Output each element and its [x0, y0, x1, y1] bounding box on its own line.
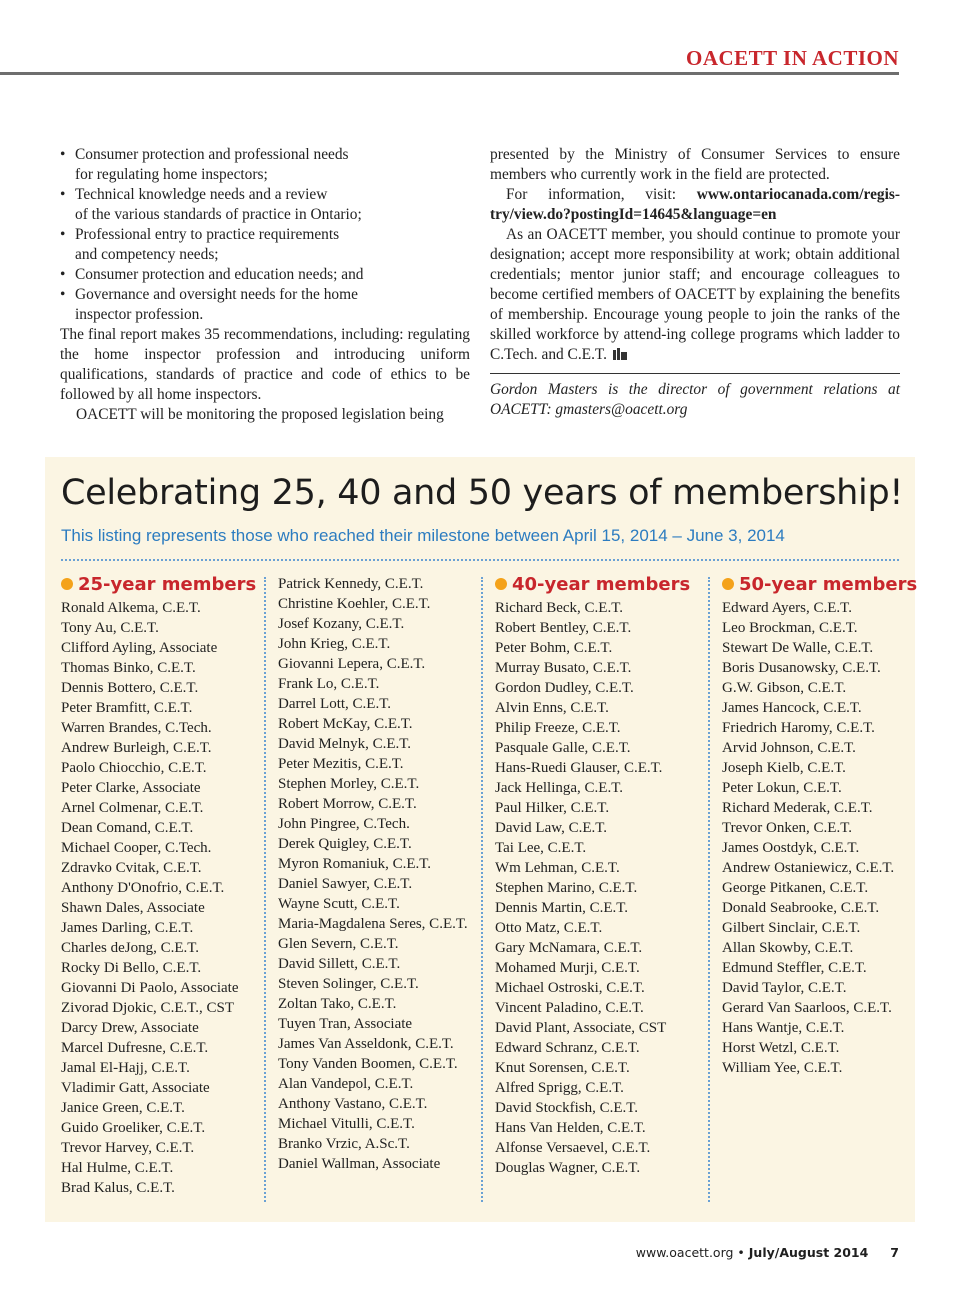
panel-title: Celebrating 25, 40 and 50 years of membership! — [61, 473, 904, 513]
member-name: Peter Mezitis, C.E.T. — [278, 756, 404, 772]
recommendation-line: of the various standards of practice in Ontario; — [75, 206, 362, 223]
bullet-dot-icon — [495, 578, 507, 590]
member-name: Michael Vitulli, C.E.T. — [278, 1116, 415, 1132]
member-name: David Plant, Associate, CST — [495, 1020, 667, 1036]
member-name: Stewart De Walle, C.E.T. — [722, 640, 874, 656]
member-name: Alfred Sprigg, C.E.T. — [495, 1080, 624, 1096]
member-name: Frank Lo, C.E.T. — [278, 676, 380, 692]
member-name: Marcel Dufresne, C.E.T. — [61, 1040, 209, 1056]
member-name: Murray Busato, C.E.T. — [495, 660, 632, 676]
member-name: Steven Solinger, C.E.T. — [278, 976, 419, 992]
member-name: James Van Asseldonk, C.E.T. — [278, 1036, 454, 1052]
member-name: Hans Van Helden, C.E.T. — [495, 1120, 646, 1136]
member-name: Andrew Burleigh, C.E.T. — [61, 740, 212, 756]
member-name: Richard Mederak, C.E.T. — [722, 800, 873, 816]
dotted-divider — [61, 559, 899, 561]
closing-text: As an OACETT member, you should continue to promote your designation; accept more responsibility at work; obtain additional credentials; mentor junior staff; and encourage colleagues to become certified members of OACETT by explaining the benefits of membership. Encourage young people to join the ranks of the skilled workforce by attend-ing college programs which ladder to C.Tech. and C.E.T. — [490, 226, 900, 363]
member-name: Tony Vanden Boomen, C.E.T. — [278, 1056, 458, 1072]
bullet-dot-icon — [61, 578, 73, 590]
column-divider — [708, 577, 710, 1202]
member-name: Arnel Colmenar, C.E.T. — [61, 800, 204, 816]
member-name: Otto Matz, C.E.T. — [495, 920, 603, 936]
section-title: OACETT IN ACTION — [686, 46, 899, 70]
member-name: Hans Wantje, C.E.T. — [722, 1020, 845, 1036]
bio-divider — [490, 373, 900, 374]
member-name: Gordon Dudley, C.E.T. — [495, 680, 634, 696]
member-name: Tai Lee, C.E.T. — [495, 840, 587, 856]
member-name: Mohamed Murji, C.E.T. — [495, 960, 640, 976]
heading-label: 40-year members — [512, 574, 691, 595]
recommendation-line: for regulating home inspectors; — [75, 166, 268, 183]
member-name: Gary McNamara, C.E.T. — [495, 940, 643, 956]
member-name: Wm Lehman, C.E.T. — [495, 860, 620, 876]
page-footer — [636, 1245, 899, 1260]
member-name: Knut Sorensen, C.E.T. — [495, 1060, 630, 1076]
info-lead: For information, visit: — [506, 186, 697, 203]
heading-label: 25-year members — [78, 574, 257, 595]
members-25-column — [61, 574, 261, 1198]
recommendation-list — [60, 145, 470, 325]
member-name: Guido Groeliker, C.E.T. — [61, 1120, 206, 1136]
member-name: David Sillett, C.E.T. — [278, 956, 401, 972]
member-name: Joseph Kielb, C.E.T. — [722, 760, 846, 776]
member-name: John Krieg, C.E.T. — [278, 636, 391, 652]
member-name: John Pingree, C.Tech. — [278, 816, 410, 832]
member-name: Clifford Ayling, Associate — [61, 640, 218, 656]
members-25-list — [61, 598, 261, 1198]
member-name: Philip Freeze, C.E.T. — [495, 720, 621, 736]
member-name: Darcy Drew, Associate — [61, 1020, 199, 1036]
panel-subtitle: This listing represents those who reached their milestone between April 15, 2014 – June 3, 2014 — [61, 526, 785, 545]
recommendation-item — [60, 145, 470, 185]
member-name: Alfonse Versaevel, C.E.T. — [495, 1140, 651, 1156]
member-name: Giovanni Di Paolo, Associate — [61, 980, 239, 996]
member-name: Douglas Wagner, C.E.T. — [495, 1160, 641, 1176]
member-name: Christine Koehler, C.E.T. — [278, 596, 431, 612]
member-name: Allan Skowby, C.E.T. — [722, 940, 854, 956]
member-name: James Hancock, C.E.T. — [722, 700, 862, 716]
member-name: Anthony D'Onofrio, C.E.T. — [61, 880, 225, 896]
article-paragraph: presented by the Ministry of Consumer Services to ensure members who currently work in the field are protected. — [490, 146, 900, 183]
page-number: 7 — [890, 1245, 899, 1260]
footer-issue: July/August 2014 — [748, 1245, 869, 1260]
member-name: Jamal El-Hajj, C.E.T. — [61, 1060, 190, 1076]
member-name: Paolo Chiocchio, C.E.T. — [61, 760, 207, 776]
member-name: Friedrich Haromy, C.E.T. — [722, 720, 875, 736]
bullet-dot-icon — [722, 578, 734, 590]
member-name: Robert Bentley, C.E.T. — [495, 620, 632, 636]
members-25-list-continued — [278, 574, 478, 1174]
member-name: Glen Severn, C.E.T. — [278, 936, 399, 952]
members-50-list — [722, 598, 912, 1078]
member-name: Peter Lokun, C.E.T. — [722, 780, 842, 796]
member-name: Dennis Martin, C.E.T. — [495, 900, 629, 916]
oacett-end-icon — [613, 348, 627, 360]
member-name: Zivorad Djokic, C.E.T., CST — [61, 1000, 235, 1016]
member-name: Donald Seabrooke, C.E.T. — [722, 900, 880, 916]
article-paragraph: OACETT will be monitoring the proposed legislation being — [76, 406, 444, 423]
member-name: Paul Hilker, C.E.T. — [495, 800, 610, 816]
member-name: Trevor Onken, C.E.T. — [722, 820, 852, 836]
info-link[interactable]: www.ontariocanada.com/regis-try/view.do?postingId=14645&language=en — [490, 186, 900, 223]
recommendation-line: Governance and oversight needs for the home — [75, 286, 358, 303]
article-paragraph: The final report makes 35 recommendations, including: regulating the home inspector profession and introducing uniform qualifications, standards of practice and code of ethics to be followed by all home inspectors. — [60, 326, 470, 403]
member-name: Gilbert Sinclair, C.E.T. — [722, 920, 861, 936]
members-25-column-continued — [278, 574, 478, 1174]
recommendation-line: inspector profession. — [75, 306, 204, 323]
member-name: Daniel Wallman, Associate — [278, 1156, 441, 1172]
member-name: Peter Clarke, Associate — [61, 780, 201, 796]
member-name: Derek Quigley, C.E.T. — [278, 836, 412, 852]
member-name: George Pitkanen, C.E.T. — [722, 880, 869, 896]
recommendation-item — [60, 285, 470, 325]
member-name: Janice Green, C.E.T. — [61, 1100, 185, 1116]
member-name: Myron Romaniuk, C.E.T. — [278, 856, 432, 872]
member-name: Edmund Steffler, C.E.T. — [722, 960, 867, 976]
member-name: Giovanni Lepera, C.E.T. — [278, 656, 426, 672]
member-name: Jack Hellinga, C.E.T. — [495, 780, 624, 796]
member-name: Dean Comand, C.E.T. — [61, 820, 194, 836]
member-name: Ronald Alkema, C.E.T. — [61, 600, 201, 616]
member-name: Tony Au, C.E.T. — [61, 620, 159, 636]
member-name: G.W. Gibson, C.E.T. — [722, 680, 847, 696]
member-name: Alvin Enns, C.E.T. — [495, 700, 609, 716]
member-name: Josef Kozany, C.E.T. — [278, 616, 405, 632]
member-name: Andrew Ostaniewicz, C.E.T. — [722, 860, 895, 876]
member-name: Rocky Di Bello, C.E.T. — [61, 960, 202, 976]
member-name: David Taylor, C.E.T. — [722, 980, 847, 996]
header-rule — [0, 72, 899, 75]
member-name: Robert McKay, C.E.T. — [278, 716, 413, 732]
members-50-heading — [722, 574, 918, 596]
member-name: Charles deJong, C.E.T. — [61, 940, 200, 956]
member-name: Leo Brockman, C.E.T. — [722, 620, 858, 636]
heading-label: 50-year members — [739, 574, 918, 595]
member-name: Zoltan Tako, C.E.T. — [278, 996, 397, 1012]
member-name: Peter Bramfitt, C.E.T. — [61, 700, 193, 716]
member-name: Gerard Van Saarloos, C.E.T. — [722, 1000, 892, 1016]
member-name: Anthony Vastano, C.E.T. — [278, 1096, 428, 1112]
recommendation-line: Consumer protection and education needs; and — [75, 266, 364, 283]
recommendation-item — [60, 265, 470, 285]
member-name: Edward Schranz, C.E.T. — [495, 1040, 640, 1056]
recommendation-line: Professional entry to practice requirements — [75, 226, 340, 243]
column-divider — [481, 577, 483, 1202]
member-name: Edward Ayers, C.E.T. — [722, 600, 852, 616]
recommendation-item — [60, 185, 470, 225]
member-name: Thomas Binko, C.E.T. — [61, 660, 196, 676]
footer-separator: • — [737, 1245, 745, 1260]
member-name: Maria-Magdalena Seres, C.E.T. — [278, 916, 468, 932]
member-name: Peter Bohm, C.E.T. — [495, 640, 613, 656]
members-50-column — [722, 574, 918, 1078]
member-name: Boris Dusanowsky, C.E.T. — [722, 660, 881, 676]
member-name: Alan Vandepol, C.E.T. — [278, 1076, 414, 1092]
member-name: Darrel Lott, C.E.T. — [278, 696, 392, 712]
member-name: David Melnyk, C.E.T. — [278, 736, 412, 752]
members-25-heading — [61, 574, 261, 596]
member-name: Patrick Kennedy, C.E.T. — [278, 576, 424, 592]
membership-panel — [45, 457, 918, 1222]
member-name: Daniel Sawyer, C.E.T. — [278, 876, 413, 892]
article-right-column — [490, 145, 900, 420]
member-name: Vincent Paladino, C.E.T. — [495, 1000, 644, 1016]
member-name: Shawn Dales, Associate — [61, 900, 205, 916]
recommendation-item — [60, 225, 470, 265]
footer-site: www.oacett.org — [635, 1245, 734, 1260]
member-name: Richard Beck, C.E.T. — [495, 600, 624, 616]
member-name: Pasquale Galle, C.E.T. — [495, 740, 631, 756]
member-name: Vladimir Gatt, Associate — [61, 1080, 210, 1096]
recommendation-line: Technical knowledge needs and a review — [75, 186, 328, 203]
member-name: Brad Kalus, C.E.T. — [61, 1180, 175, 1196]
member-name: Dennis Bottero, C.E.T. — [61, 680, 199, 696]
members-40-heading — [495, 574, 695, 596]
author-bio: Gordon Masters is the director of government relations at OACETT: gmasters@oacett.org — [490, 381, 900, 418]
member-name: Horst Wetzl, C.E.T. — [722, 1040, 840, 1056]
member-name: Arvid Johnson, C.E.T. — [722, 740, 856, 756]
article-left-column — [60, 145, 470, 425]
member-name: Tuyen Tran, Associate — [278, 1016, 413, 1032]
member-name: Michael Cooper, C.Tech. — [61, 840, 212, 856]
member-name: Branko Vrzic, A.Sc.T. — [278, 1136, 410, 1152]
member-name: Robert Morrow, C.E.T. — [278, 796, 417, 812]
member-name: Wayne Scutt, C.E.T. — [278, 896, 400, 912]
member-name: Stephen Morley, C.E.T. — [278, 776, 420, 792]
member-name: Stephen Marino, C.E.T. — [495, 880, 638, 896]
member-name: Trevor Harvey, C.E.T. — [61, 1140, 195, 1156]
member-name: Warren Brandes, C.Tech. — [61, 720, 212, 736]
article-paragraph — [490, 225, 900, 365]
member-name: David Law, C.E.T. — [495, 820, 608, 836]
member-name: James Oostdyk, C.E.T. — [722, 840, 860, 856]
member-name: James Darling, C.E.T. — [61, 920, 194, 936]
member-name: William Yee, C.E.T. — [722, 1060, 843, 1076]
member-name: Zdravko Cvitak, C.E.T. — [61, 860, 202, 876]
member-name: Hal Hulme, C.E.T. — [61, 1160, 174, 1176]
column-divider — [264, 577, 266, 1202]
member-name: David Stockfish, C.E.T. — [495, 1100, 639, 1116]
member-name: Hans-Ruedi Glauser, C.E.T. — [495, 760, 663, 776]
members-40-column — [495, 574, 695, 1178]
member-name: Michael Ostroski, C.E.T. — [495, 980, 645, 996]
recommendation-line: and competency needs; — [75, 246, 219, 263]
members-40-list — [495, 598, 695, 1178]
recommendation-line: Consumer protection and professional needs — [75, 146, 349, 163]
info-paragraph — [490, 185, 900, 225]
